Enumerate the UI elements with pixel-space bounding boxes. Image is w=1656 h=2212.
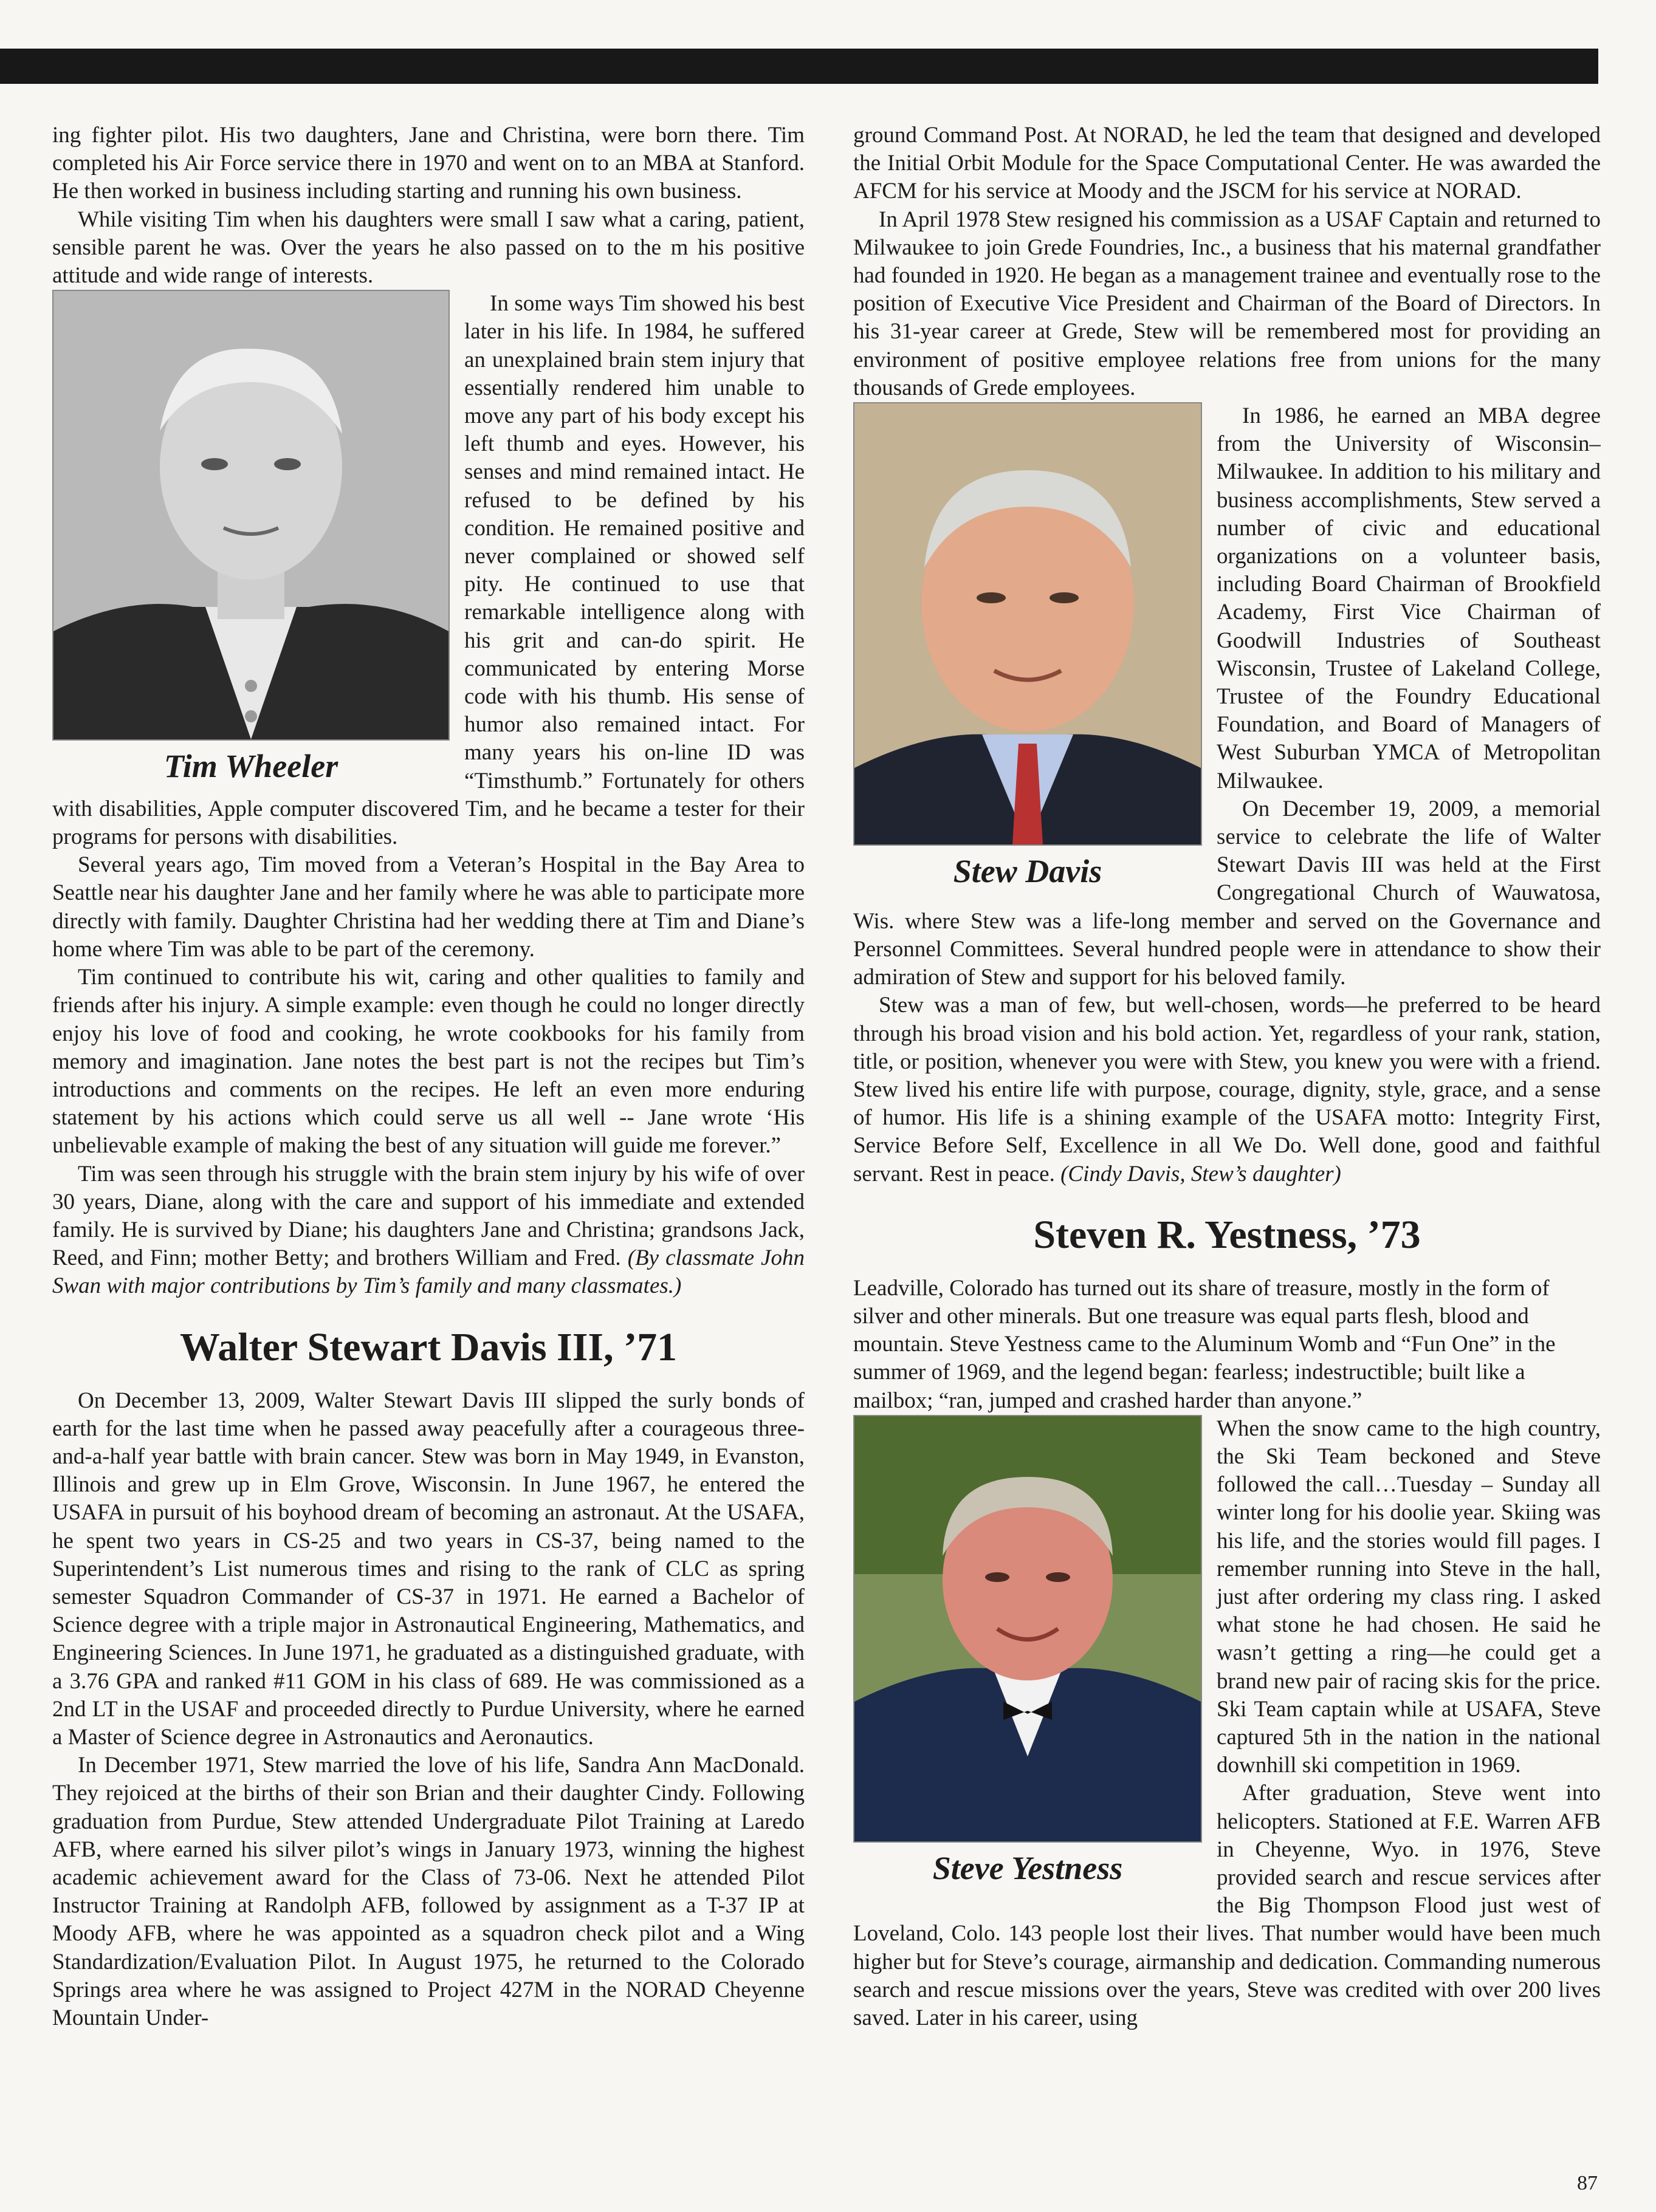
davis-paragraph-7-text: Stew was a man of few, but well-chosen, words—he preferred to be heard through his broad vision and his bold action. Yet, regardless of your rank, station, title, or position, whenever you were with Stew, you knew you were with a friend. Stew lived his entire life with purpose, courage, dignity, style, grace, and a sense of humor. His life is a shining example of the USAFA motto: Integrity First, Service Before Self, Excellence in all We Do. Well done, good and faithful servant. Rest in peace.	[853, 993, 1601, 1186]
davis-paragraph-1: On December 13, 2009, Walter Stewart Davis III slipped the surly bonds of earth for the last time when he passed away peacefully after a courageous three-and-a-half year battle with brain cancer. Stew was born in May 1949, in Evanston, Illinois and grew up in Elm Grove, Wisconsin. In June 1967, he entered the USAFA in pursuit of his boyhood dream of becoming an astronaut. At the USAFA, he spent two years in CS-25 and two years in CS-37, being named to the Superintendent’s List numerous times and rising to the rank of CLC as spring semester Squadron Commander of CS-37 in 1971. He earned a Bachelor of Science degree with a triple major in Astronautical Engineering, Mathematics, and Engineering Sciences. In June 1971, he graduated as a distinguished graduate, with a 3.76 GPA and ranked #11 GOM in his class of 689. He was commissioned as a 2nd LT in the USAF and proceeded directly to Purdue University, where he earned a Master of Science degree in Astronautics and Aeronautics.	[52, 1388, 805, 1750]
wheeler-paragraph-5: Tim continued to contribute his wit, caring and other qualities to family and friends after his injury. A simple example: even though he could no longer directly enjoy his love of food and cooking, he wrote cookbooks for his family from memory and imagination. Jane notes the best part is not the recipes but Tim’s introductions and comments on the recipes. He left an even more enduring statement by his actions which could serve us all well -- Jane wrote ‘His unbelievable example of making the best of any situation will guide me forever.”	[52, 965, 805, 1159]
tim-wheeler-figure	[52, 290, 450, 786]
davis-paragraph-5: In 1986, he earned an MBA degree from the University of Wisconsin–Milwaukee. In addition to his military and business accomplishments, Stew served a number of civic and educational organizations on a volunteer basis, including Board Chairman of Brookfield Academy, First Vice Chairman of Goodwill Industries of Southeast Wisconsin, Trustee of Lakeland College, Trustee of the Foundry Educational Foundation, and Board of Managers of West Suburban YMCA of Metropolitan Milwaukee.	[1217, 403, 1601, 793]
wheeler-paragraph-6-text: Tim was seen through his struggle with the brain stem injury by his wife of over 30 years, Diane, along with the care and support of his immediate and extended family. He is survived by Diane; his daughters Jane and Christina; grandsons Jack, Reed, and Finn; mother Betty; and brothers William and Fred.	[52, 1161, 805, 1271]
davis-credit: (Cindy Davis, Stew’s daughter)	[1060, 1161, 1341, 1186]
wheeler-paragraph-1: ing fighter pilot. His two daughters, Jane and Christina, were born there. Tim completed his Air Force service there in 1970 and went on to an MBA at Stanford. He then worked in business including starting and running his own business.	[52, 123, 805, 204]
davis-paragraph-7	[853, 991, 1601, 1188]
right-column	[853, 122, 1601, 2157]
davis-heading: Walter Stewart Davis III, ’71	[179, 1324, 678, 1369]
wheeler-credit: (By classmate John Swan with major contributions by Tim’s family and many classmates.)	[52, 1245, 805, 1299]
wheeler-paragraph-6	[52, 1160, 805, 1301]
steve-yestness-caption: Steve Yestness	[932, 1849, 1123, 1886]
tim-wheeler-caption: Tim Wheeler	[163, 748, 338, 785]
steve-yestness-figure	[853, 1415, 1202, 1888]
wheeler-paragraph-4: Several years ago, Tim moved from a Veteran’s Hospital in the Bay Area to Seattle near his daughter Jane and her family where he was able to participate more directly with family. Daughter Christina had her wedding there at Tim and Diane’s home where Tim was able to be part of the ceremony.	[52, 852, 805, 962]
davis-paragraph-3: ground Command Post. At NORAD, he led the team that designed and developed the Initial Orbit Module for the Space Computational Center. He was awarded the AFCM for his service at Moody and the JSCM for his service at NORAD.	[853, 123, 1601, 204]
davis-paragraph-4: In April 1978 Stew resigned his commission as a USAF Captain and returned to Milwaukee to join Grede Foundries, Inc., a business that his maternal grandfather had founded in 1920. He began as a management trainee and eventually rose to the position of Executive Vice President and Chairman of the Board of Directors. In his 31-year career at Grede, Stew will be remembered most for providing an environment of positive employee relations free from unions for the many thousands of Grede employees.	[853, 207, 1601, 400]
tim-wheeler-photo	[52, 290, 450, 741]
stew-davis-figure	[853, 402, 1202, 891]
davis-paragraph-6: On December 19, 2009, a memorial service to celebrate the life of Walter Stewart Davis III was held at the First Congregational Church of Wauwatosa, Wis. where Stew was a life-long member and served on the Governance and Personnel Committees. Several hundred people were in attendance to show their admiration of Stew and support for his beloved family.	[853, 796, 1601, 990]
stew-davis-caption: Stew Davis	[953, 853, 1102, 890]
left-column	[52, 122, 805, 2157]
yestness-paragraph-1: Leadville, Colorado has turned out its share of treasure, mostly in the form of silver and other minerals. But one treasure was equal parts flesh, blood and mountain. Steve Yestness came to the Aluminum Womb and “Fun One” in the summer of 1969, and the legend began: fearless; indestructible; built like a mailbox; “ran, jumped and crashed harder than anyone.”	[853, 1275, 1556, 1413]
yestness-heading: Steven R. Yestness, ’73	[1033, 1212, 1421, 1257]
wheeler-paragraph-2: While visiting Tim when his daughters were small I saw what a caring, patient, sensible parent he was. Over the years he also passed on to the m his positive attitude and wide range of interests.	[52, 207, 805, 289]
header-bar	[0, 49, 1598, 84]
davis-paragraph-2: In December 1971, Stew married the love of his life, Sandra Ann MacDonald. They rejoiced at the births of their son Brian and their daughter Cindy. Following graduation from Purdue, Stew attended Undergraduate Pilot Training at Laredo AFB, where earned his silver pilot’s wings in January 1973, winning the highest academic achievement award for the Class of 73-06. Next he attended Pilot Instructor Training at Randolph AFB, followed by assignment as a T-37 IP at Moody AFB, where he was appointed as a squadron check pilot and a Wing Standardization/Evaluation Pilot. In August 1975, he returned to the Colorado Springs area where he was assigned to Project 427M in the NORAD Cheyenne Mountain Under-	[52, 1753, 805, 2030]
stew-davis-photo	[853, 402, 1202, 846]
wheeler-paragraph-3: In some ways Tim showed his best later in his life. In 1984, he suffered an unexplained brain stem injury that essentially rendered him unable to move any part of his body except his left thumb and eyes. However, his senses and mind remained intact. He refused to be defined by his condition. He remained positive and never complained or showed self pity. He continued to use that remarkable intelligence along with his grit and can-do spirit. He communicated by entering Morse code with his thumb. His sense of humor also remained intact. For many years his on-line ID was “Timsthumb.” Fortunately for others with disabilities, Apple computer discovered Tim, and he became a tester for their programs for persons with disabilities.	[52, 291, 805, 850]
yestness-paragraph-1-continued: When the snow came to the high country, the Ski Team beckoned and Steve followed the call…Tuesday – Sunday all winter long for his doolie year. Skiing was his life, and the stories would fill pages. I remember running into Steve in the hall, just after ordering my class ring. I asked what stone he had chosen. He said he wasn’t getting a ring—he could get a brand new pair of racing skis for the price. Ski Team captain while at USAFA, Steve captured 5th in the nation in the national downhill ski competition in 1969.	[1217, 1416, 1601, 1778]
steve-yestness-photo	[853, 1415, 1202, 1843]
page-number: 87	[1577, 2172, 1598, 2194]
yestness-paragraph-2: After graduation, Steve went into helicopters. Stationed at F.E. Warren AFB in Cheyenne, Wyo. in 1976, Steve provided search and rescue services after the Big Thompson Flood just west of Loveland, Colo. 143 people lost their lives. That number would have been much higher but for Steve’s courage, airmanship and dedication. Commanding numerous search and rescue missions over the years, Steve was credited with over 200 lives saved. Later in his career, using	[853, 1781, 1601, 2030]
